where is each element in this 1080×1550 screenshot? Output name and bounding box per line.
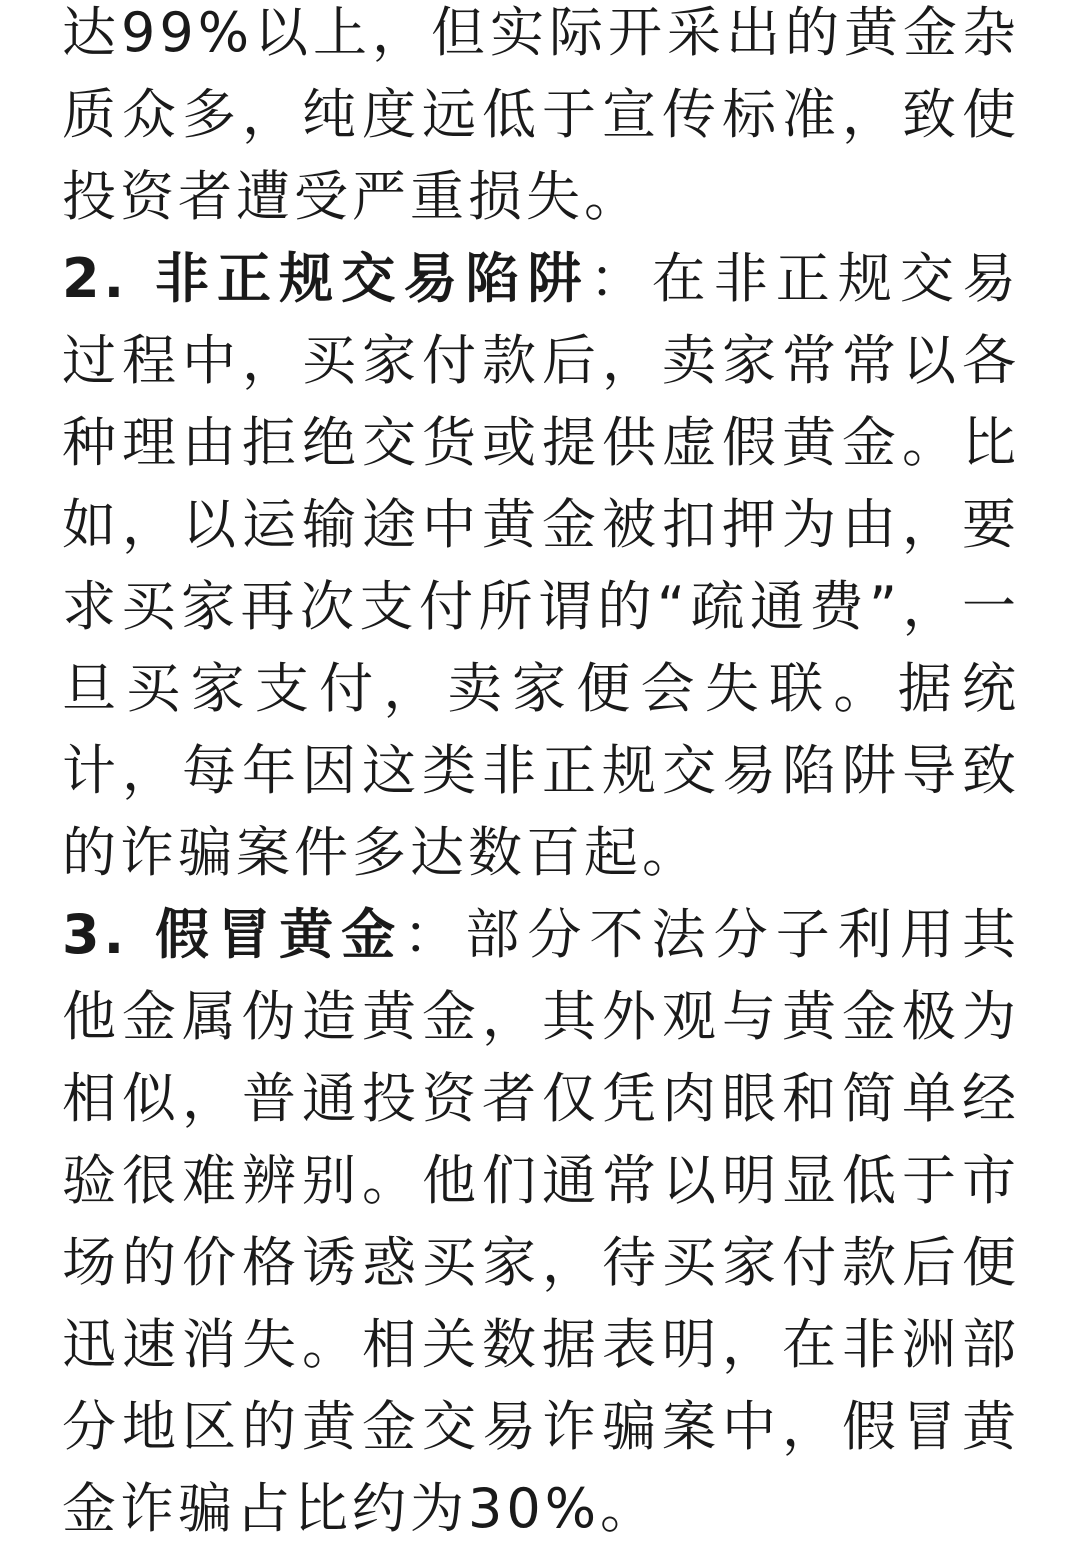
intro-text: 达99%以上，但实际开采出的黄金杂质众多，纯度远低于宣传标准，致使投资者遭受严重损失。: [62, 1, 1020, 228]
intro-paragraph: [62, 0, 1020, 238]
item-3-title: 3. 假冒黄金: [62, 903, 404, 966]
list-item-2: [62, 238, 1020, 894]
item-3-body: ：部分不法分子利用其他金属伪造黄金，其外观与黄金极为相似，普通投资者仅凭肉眼和简单经验很难辨别。他们通常以明显低于市场的价格诱惑买家，待买家付款后便迅速消失。相关数据表明，在非洲部分地区的黄金交易诈骗案中，假冒黄金诈骗占比约为30%。: [62, 903, 1021, 1540]
article-body: [62, 0, 1020, 1550]
item-2-title: 2. 非正规交易陷阱: [62, 247, 590, 310]
item-2-body: ：在非正规交易过程中，买家付款后，卖家常常以各种理由拒绝交货或提供虚假黄金。比如，以运输途中黄金被扣押为由，要求买家再次支付所谓的“疏通费”，一旦买家支付，卖家便会失联。据统计，每年因这类非正规交易陷阱导致的诈骗案件多达数百起。: [62, 247, 1021, 884]
list-item-3: [62, 894, 1020, 1550]
